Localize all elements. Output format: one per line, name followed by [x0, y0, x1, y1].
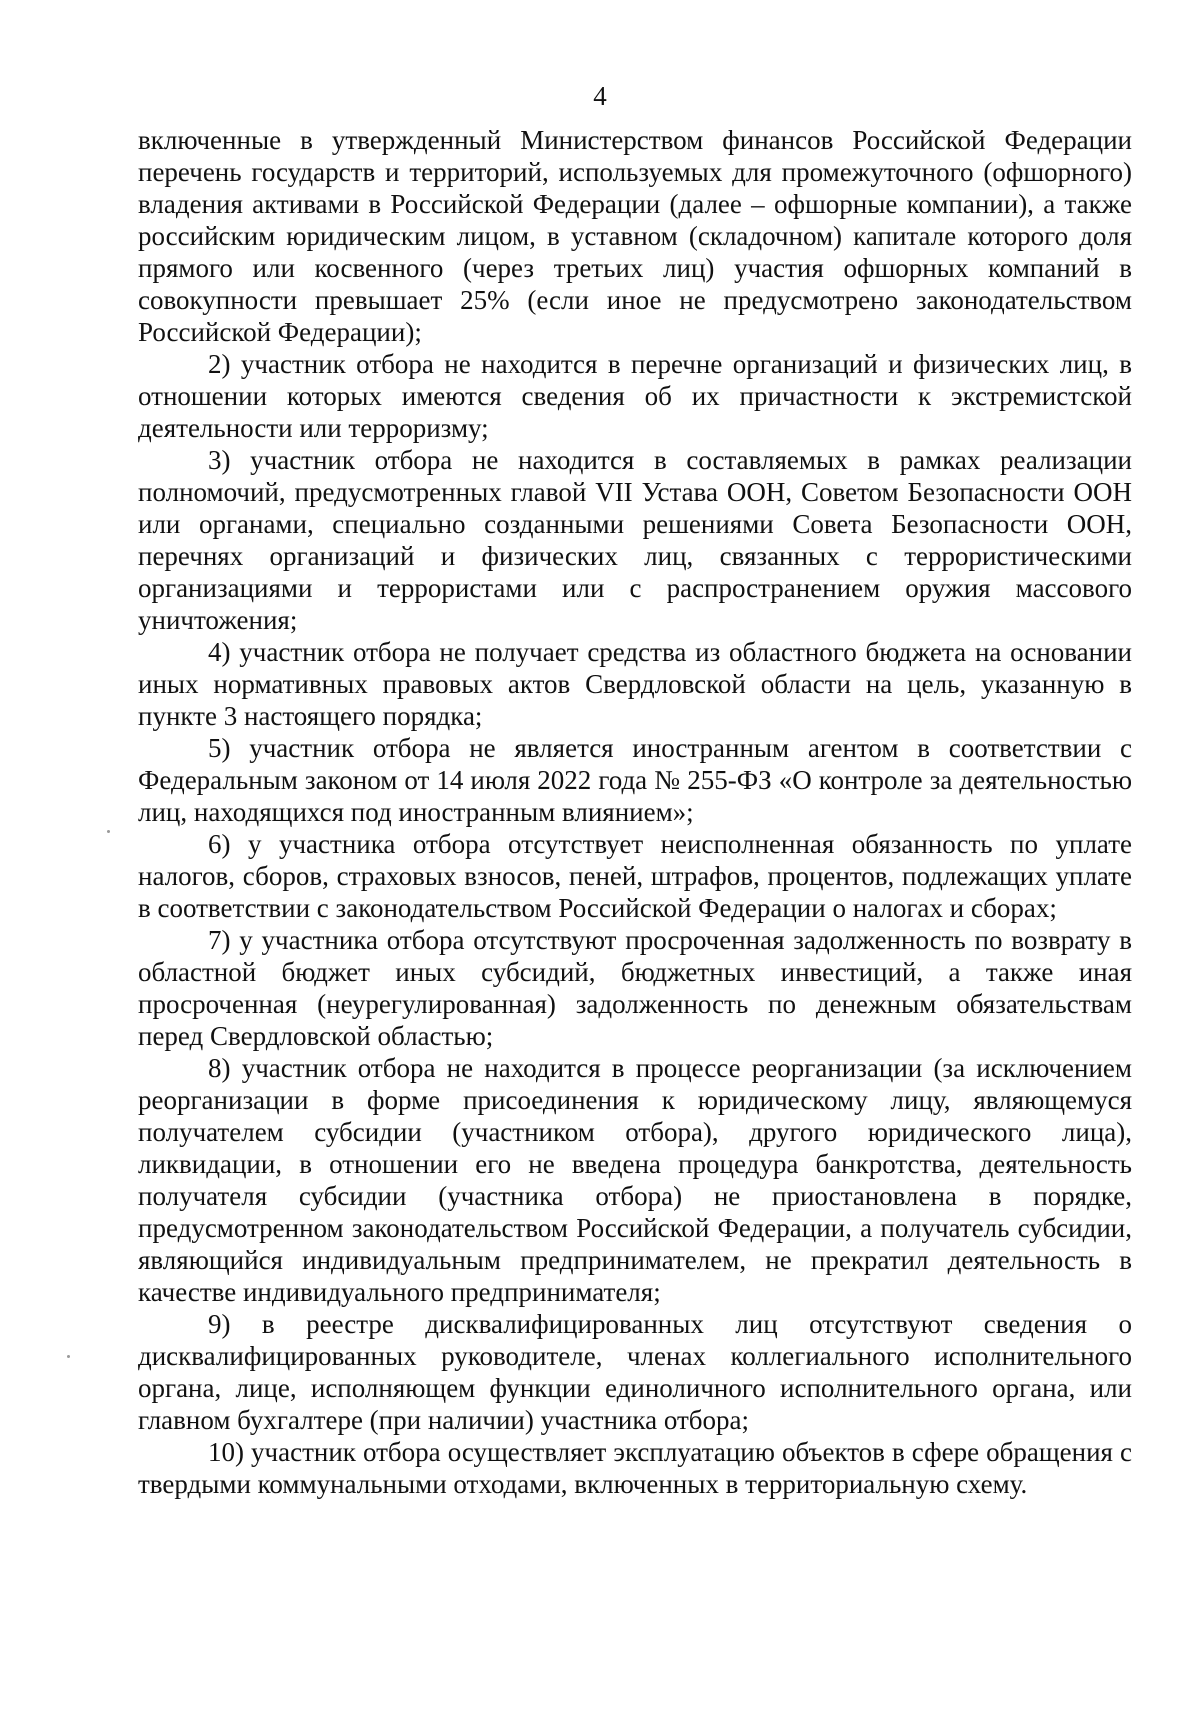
list-item: 3) участник отбора не находится в составляемых в рамках реализации полномочий, предусмотренных главой VII Устава ООН, Советом Безопасности ООН или органами, специально созданными решениями Совета Безопасности ООН, перечнях организаций и физических лиц, связанных с террористическими организациями и террористами или с распространением оружия массового уничтожения;	[138, 445, 1132, 635]
lead-paragraph: включенные в утвержденный Министерством финансов Российской Федерации перечень государств и территорий, используемых для промежуточного (офшорного) владения активами в Российской Федерации (далее – офшорные компании), а также российским юридическим лицом, в уставном (складочном) капитале которого доля прямого или косвенного (через третьих лиц) участия офшорных компаний в совокупности превышает 25% (если иное не предусмотрено законодательством Российской Федерации);	[138, 125, 1132, 347]
list-item: 5) участник отбора не является иностранным агентом в соответствии с Федеральным законом от 14 июля 2022 года № 255-ФЗ «О контроле за деятельностью лиц, находящихся под иностранным влиянием»;	[138, 733, 1132, 827]
document-body	[138, 124, 1132, 1500]
list-item: 7) у участника отбора отсутствуют просроченная задолженность по возврату в областной бюджет иных субсидий, бюджетных инвестиций, а также иная просроченная (неурегулированная) задолженность по денежным обязательствам перед Свердловской областью;	[138, 925, 1132, 1051]
scan-mark	[67, 1355, 70, 1358]
list-item: 10) участник отбора осуществляет эксплуатацию объектов в сфере обращения с твердыми коммунальными отходами, включенных в территориальную схему.	[138, 1437, 1132, 1499]
list-item: 6) у участника отбора отсутствует неисполненная обязанность по уплате налогов, сборов, страховых взносов, пеней, штрафов, процентов, подлежащих уплате в соответствии с законодательством Российской Федерации о налогах и сборах;	[138, 829, 1132, 923]
list-item: 8) участник отбора не находится в процессе реорганизации (за исключением реорганизации в форме присоединения к юридическому лицу, являющемуся получателем субсидии (участником отбора), другого юридического лица), ликвидации, в отношении его не введена процедура банкротства, деятельность получателя субсидии (участника отбора) не приостановлена в порядке, предусмотренном законодательством Российской Федерации, а получатель субсидии, являющийся индивидуальным предпринимателем, не прекратил деятельность в качестве индивидуального предпринимателя;	[138, 1053, 1132, 1307]
scan-mark	[107, 830, 110, 833]
page-number: 4	[593, 81, 607, 111]
list-item: 2) участник отбора не находится в перечне организаций и физических лиц, в отношении которых имеются сведения об их причастности к экстремистской деятельности или терроризму;	[138, 349, 1132, 443]
list-item: 9) в реестре дисквалифицированных лиц отсутствуют сведения о дисквалифицированных руководителе, членах коллегиального исполнительного органа, лице, исполняющем функции единоличного исполнительного органа, или главном бухгалтере (при наличии) участника отбора;	[138, 1309, 1132, 1435]
list-item: 4) участник отбора не получает средства из областного бюджета на основании иных нормативных правовых актов Свердловской области на цель, указанную в пункте 3 настоящего порядка;	[138, 637, 1132, 731]
